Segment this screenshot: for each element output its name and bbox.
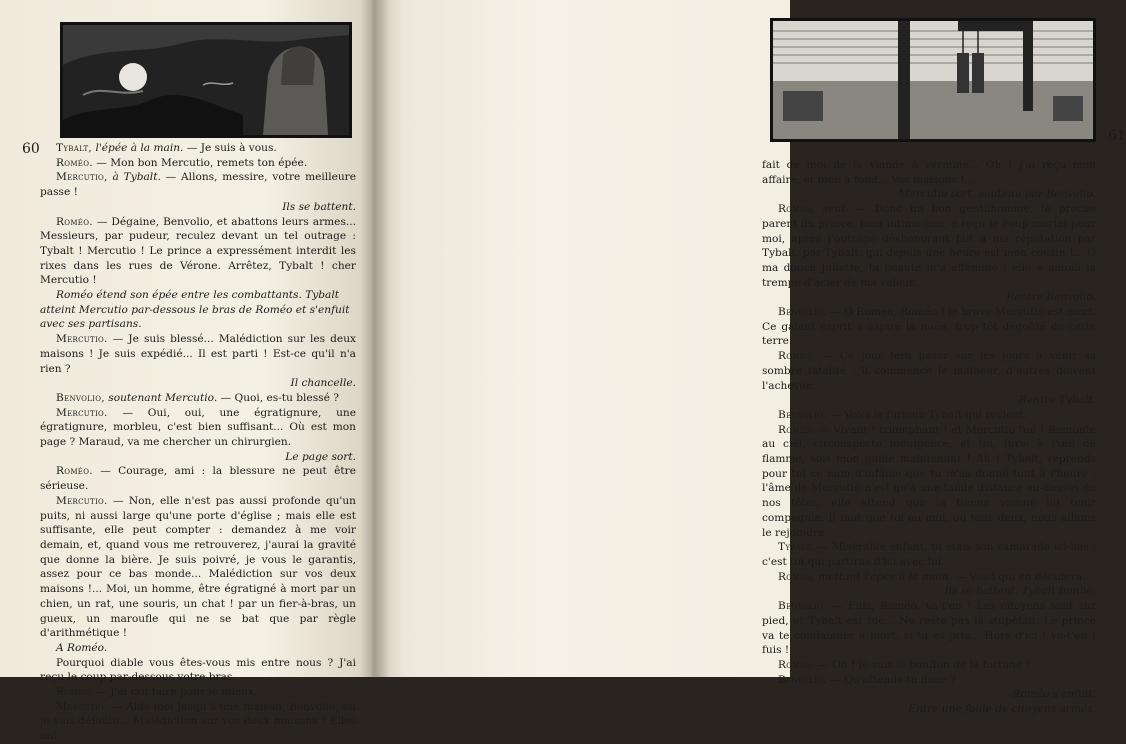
speech-paragraph: fait de moi de la viande à vermine... Oh ! j'ai reçu mon affaire, et bien à fond... Vos maisons !... [762, 159, 1096, 186]
speech-paragraph [762, 202, 1096, 290]
speech-text: — Quoi, es-tu blessé ? [217, 391, 339, 404]
stage-aside: à Tybalt. [107, 171, 161, 184]
speech-paragraph [762, 305, 1096, 349]
stage-direction: Ils se battent. [282, 200, 356, 213]
right-page-text [762, 158, 1096, 717]
speaker-name: Mercutio. [56, 494, 108, 507]
speaker-name: Mercutio. [56, 406, 108, 419]
speech-text: — Courage, ami : la blessure ne peut être sérieuse. [40, 465, 356, 493]
stage-aside: mettant l'épée à la main. [814, 570, 952, 583]
speech-paragraph [40, 141, 356, 156]
speech-text: — Aide-moi jusqu'à une maison, Benvolio, ou je vais défaillir... Malédiction sur vos deux maisons ! Elles ont [40, 700, 356, 743]
gallows-engraving [773, 21, 1093, 139]
speaker-name: Roméo. [56, 156, 93, 169]
speech-paragraph [762, 349, 1096, 393]
speaker-name: Benvolio. [778, 600, 827, 613]
speech-text: — Donc un bon gentilhomme, le proche parent du prince, mon intime ami, a reçu le coup mortel pour moi, après l'outrage déshonorant fait à ma réputation par Tybalt, par Tybalt, qui depuis une heure est mon cousin !... O ma douce Juliette, ta beauté m'a efféminé ; elle a amolli la trempe d'acier de ma valeur. [762, 203, 1096, 289]
moonlit-figure-engraving [63, 25, 349, 135]
speech-paragraph [762, 423, 1096, 541]
stage-direction: Le page sort. [285, 450, 356, 463]
speaker-name: Mercutio, [56, 171, 108, 184]
speaker-name: Roméo. [56, 465, 93, 478]
speech-text: — Dégaine, Benvolio, et abattons leurs armes... Messieurs, par pudeur, reculez devant un tel outrage : Tybalt ! Mercutio ! Le prince a expressément interdit les rixes dans les rues de Vérone. Arrêtez, Tybalt ! cher Mercutio ! [40, 215, 356, 287]
speech-text: — Ce jour fera peser sur les jours à venir sa sombre fatalité : il commence le malheur, d'autres doivent l'achever. [762, 350, 1096, 392]
speech-paragraph [762, 540, 1096, 569]
speech-text: — Mon bon Mercutio, remets ton épée. [92, 156, 308, 169]
speech-text: — O Roméo, Roméo ! le brave Mercutio est mort. Ce galant esprit a aspiré la nuée, trop tôt dégoûté de cette terre. [762, 306, 1096, 348]
speaker-name: Benvolio. [778, 408, 827, 421]
speaker-name: Mercutio. [56, 333, 108, 346]
book-gutter [360, 0, 390, 677]
stage-direction: Entre une foule de citoyens armés. [908, 703, 1096, 716]
speaker-name: Roméo, [778, 570, 815, 583]
speaker-name: Roméo. [56, 686, 93, 699]
speech-text: — Oh ! je suis le bouffon de la fortune ! [814, 658, 1030, 671]
page-number-right: 61 [1108, 128, 1126, 144]
speaker-name: Tybalt. [778, 541, 815, 554]
left-page-illustration [60, 22, 352, 138]
right-page [372, 0, 1126, 716]
stage-aside: seul. [814, 203, 849, 216]
stage-aside: l'épée à la main. [92, 142, 184, 154]
left-page [0, 0, 376, 743]
left-page-text [40, 141, 356, 744]
speech-text: — Oui, oui, une égratignure, une égratignure, morbleu, c'est bien suffisant... Où est mon page ? Maraud, va me chercher un chirurgien. [40, 406, 356, 449]
speaker-name: Roméo. [778, 423, 815, 436]
speech-paragraph [762, 599, 1096, 658]
speech-paragraph [762, 673, 1096, 688]
stage-direction: Roméo étend son épée entre les combattants. Tybalt atteint Mercutio par-dessous le bras de Roméo et s'enfuit avec ses partisans. [40, 289, 350, 331]
speaker-name: Roméo, [778, 203, 815, 216]
speech-text: — Fuis, Roméo, va-t'en ! Les citoyens sont sur pied, et Tybalt est tué... Ne reste pas là stupéfait. Le prince va te condamner à mort, si tu es pris... Hors d'ici ! va-t'en ! fuis ! [762, 600, 1096, 657]
speech-text: — J'ai cru faire pour le mieux. [92, 686, 258, 699]
speaker-name: Tybalt, [56, 142, 93, 154]
speech-text: — Je suis blessé... Malédiction sur les deux maisons ! Je suis expédié... Il est parti ! Est-ce qu'il n'a rien ? [40, 333, 356, 375]
speech-paragraph [40, 700, 356, 744]
speaker-name: Mercutio. [56, 700, 108, 713]
speech-text: — Je suis à vous. [183, 142, 277, 154]
speech-paragraph [40, 332, 356, 376]
speaker-name: Roméo. [778, 350, 815, 363]
speech-text: — Non, elle n'est pas aussi profonde qu'un puits, ni aussi large qu'une porte d'église ; mais elle est suffisante, elle peut compter : demandez à me voir demain, et, quand vous me retrouverez, j'aurai la gravité que donne la bière. Je suis poivré, je vous le garantis, assez pour ce bas monde... Malédiction sur vos deux maisons !... Moi, un homme, être égratigné à mort par un chien, un rat, une souris, un chat ! par un fier-à-bras, un gueux, un maroufle qui ne se bat que par règle d'arithmétique ! [40, 494, 356, 640]
speaker-name: Benvolio, [56, 391, 105, 404]
page-number-left: 60 [22, 141, 40, 157]
stage-direction: Rentre Benvolio. [1006, 291, 1096, 304]
speech-paragraph [762, 570, 1096, 585]
stage-direction: Roméo s'enfuit. [1012, 688, 1096, 701]
speaker-name: Benvolio. [778, 673, 827, 686]
speech-text: — Misérable enfant, tu étais son camarade ici-bas : c'est toi qui partiras d'ici avec lui. [762, 541, 1096, 568]
speech-text: — Allons, messire, votre meilleure passe ! [40, 171, 357, 199]
speech-text: — Vivant ! triomphant ! et Mercutio tué ! Remonte au ciel, circonspecte indulgence, et toi, furie à l'œil de flamme, sois mon guide maintenant ! Ah ! Tybalt, reprends pour toi ce nom d'infâme que tu m'as donné tout à l'heure : l'âme de Mercutio n'est qu'à une faible distance au-dessus de nos têtes, elle attend que la tienne vienne lui tenir compagnie. Il faut que toi ou moi, ou tous deux, nous allions le rejoindre. [762, 423, 1096, 539]
speaker-name: Benvolio. [778, 306, 827, 319]
stage-direction: A Roméo. [56, 641, 108, 654]
speech-paragraph [762, 408, 1096, 423]
stage-aside: soutenant Mercutio. [104, 391, 218, 404]
speech-text: — Qu'attends-tu donc ? [826, 673, 956, 686]
speech-paragraph [40, 685, 356, 700]
stage-direction: Mercutio sort, soutenu par Benvolio. [898, 188, 1096, 201]
speech-paragraph [40, 170, 356, 199]
stage-direction: Il chancelle. [290, 377, 356, 390]
speech-paragraph [40, 406, 356, 450]
speech-paragraph [40, 494, 356, 641]
speech-paragraph [762, 658, 1096, 673]
speech-paragraph [40, 391, 356, 406]
speech-paragraph [40, 464, 356, 493]
stage-direction: Ils se battent. Tybalt tombe. [944, 585, 1096, 598]
speaker-name: Roméo. [778, 658, 815, 671]
speaker-name: Roméo. [56, 215, 93, 228]
stage-direction: Rentre Tybalt. [1018, 394, 1096, 407]
speech-text: — Voici le furieux Tybalt qui revient. [826, 408, 1027, 421]
speech-text: — Voici qui en décidera. [951, 570, 1086, 583]
speech-paragraph [40, 156, 356, 171]
speech-paragraph [40, 215, 356, 289]
speech-paragraph: Pourquoi diable vous êtes-vous mis entre nous ? J'ai reçu le coup par-dessous votre bras. [40, 656, 356, 684]
right-page-illustration [770, 18, 1096, 142]
